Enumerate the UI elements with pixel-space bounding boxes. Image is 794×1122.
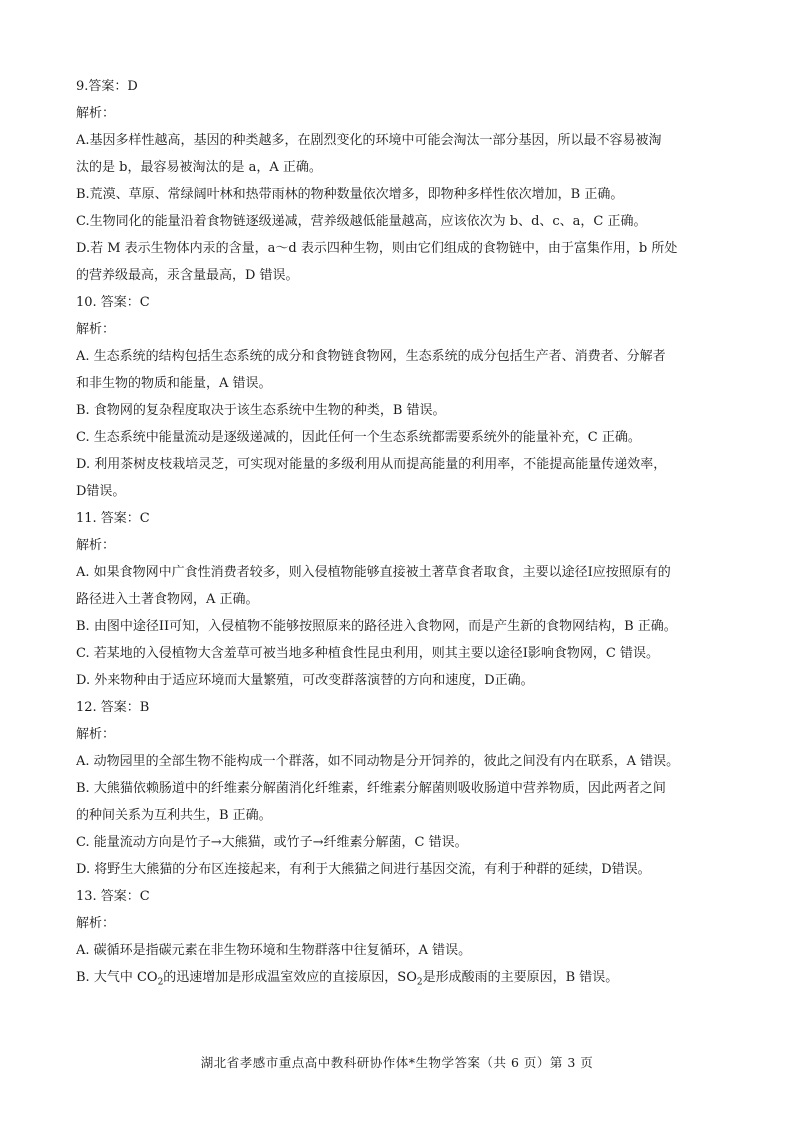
text-segment: B. 大气中 CO xyxy=(76,970,158,985)
text-line-with-subscripts xyxy=(76,964,726,991)
text-line: A. 如果食物网中广食性消费者较多，则入侵植物能够直接被土著草食者取食，主要以途径I应按照原有的 xyxy=(76,565,671,580)
text-line: 10. 答案：C xyxy=(76,295,150,310)
text-line: 的种间关系为互利共生，B 正确。 xyxy=(76,808,272,823)
text-segment: 的迅速增加是形成温室效应的直接原因，SO xyxy=(163,970,417,985)
text-line: D.若 M 表示生物体内汞的含量，a～d 表示四种生物，则由它们组成的食物链中，由于富集作用，b 所处 xyxy=(76,241,678,256)
page-footer: 湖北省孝感市重点高中教科研协作体*生物学答案（共 6 页）第 3 页 xyxy=(200,1055,594,1070)
text-line: 解析： xyxy=(76,727,116,742)
text-line: 解析： xyxy=(76,106,116,121)
text-line: 解析： xyxy=(76,916,116,931)
text-line: 路径进入土著食物网，A 正确。 xyxy=(76,592,259,607)
text-line: B. 由图中途径II可知，入侵植物不能够按照原来的路径进入食物网，而是产生新的食物网结构，B 正确。 xyxy=(76,619,677,634)
subscript: 2 xyxy=(157,977,164,988)
text-line: A. 动物园里的全部生物不能构成一个群落，如不同动物是分开饲养的，彼此之间没有内在联系，A 错误。 xyxy=(76,754,680,769)
text-line: A. 生态系统的结构包括生态系统的成分和食物链食物网，生态系统的成分包括生产者、消费者、分解者 xyxy=(76,349,666,364)
text-line: B. 食物网的复杂程度取决于该生态系统中生物的种类，B 错误。 xyxy=(76,403,446,418)
text-line: C.生物同化的能量沿着食物链逐级递减，营养级越低能量越高，应该依次为 b、d、c、a，C 正确。 xyxy=(76,214,647,229)
text-line: D错误。 xyxy=(76,484,126,499)
text-line: 12. 答案：B xyxy=(76,700,150,715)
answer-text-body xyxy=(76,73,726,991)
text-line: 9.答案：D xyxy=(76,79,138,94)
text-line: 汰的是 b，最容易被淘汰的是 a，A 正确。 xyxy=(76,160,322,175)
text-line: D. 外来物种由于适应环境而大量繁殖，可改变群落演替的方向和速度，D正确。 xyxy=(76,673,534,688)
text-line: B.荒漠、草原、常绿阔叶林和热带雨林的物种数量依次增多，即物种多样性依次增加，B 正确。 xyxy=(76,187,624,202)
text-line: B. 大熊猫依赖肠道中的纤维素分解菌消化纤维素，纤维素分解菌则吸收肠道中营养物质，因此两者之间 xyxy=(76,781,666,796)
text-line: C. 生态系统中能量流动是逐级递减的，因此任何一个生态系统都需要系统外的能量补充，C 正确。 xyxy=(76,430,641,445)
text-line: D. 利用茶树皮枝栽培灵芝，可实现对能量的多级利用从而提高能量的利用率，不能提高能量传递效率， xyxy=(76,457,667,472)
text-line: 解析： xyxy=(76,322,116,337)
text-segment: 是形成酸雨的主要原因，B 错误。 xyxy=(422,970,619,985)
text-line: 和非生物的物质和能量，A 错误。 xyxy=(76,376,272,391)
text-line: A. 碳循环是指碳元素在非生物环境和生物群落中往复循环，A 错误。 xyxy=(76,943,472,958)
text-line: C. 能量流动方向是竹子→大熊猫，或竹子→纤维素分解菌，C 错误。 xyxy=(76,835,468,850)
text-line: 11. 答案：C xyxy=(76,511,150,526)
text-line: A.基因多样性越高，基因的种类越多，在剧烈变化的环境中可能会淘汰一部分基因，所以最不容易被淘 xyxy=(76,133,662,148)
text-line: C. 若某地的入侵植物大含羞草可被当地多种植食性昆虫利用，则其主要以途径Ⅰ影响食物网，C 错误。 xyxy=(76,646,659,661)
subscript: 2 xyxy=(416,977,423,988)
text-line: 解析： xyxy=(76,538,116,553)
text-line: 13. 答案：C xyxy=(76,889,150,904)
text-line: D. 将野生大熊猫的分布区连接起来，有利于大熊猫之间进行基因交流，有利于种群的延续，D错误。 xyxy=(76,862,651,877)
text-line: 的营养级最高，汞含量最高，D 错误。 xyxy=(76,268,299,283)
